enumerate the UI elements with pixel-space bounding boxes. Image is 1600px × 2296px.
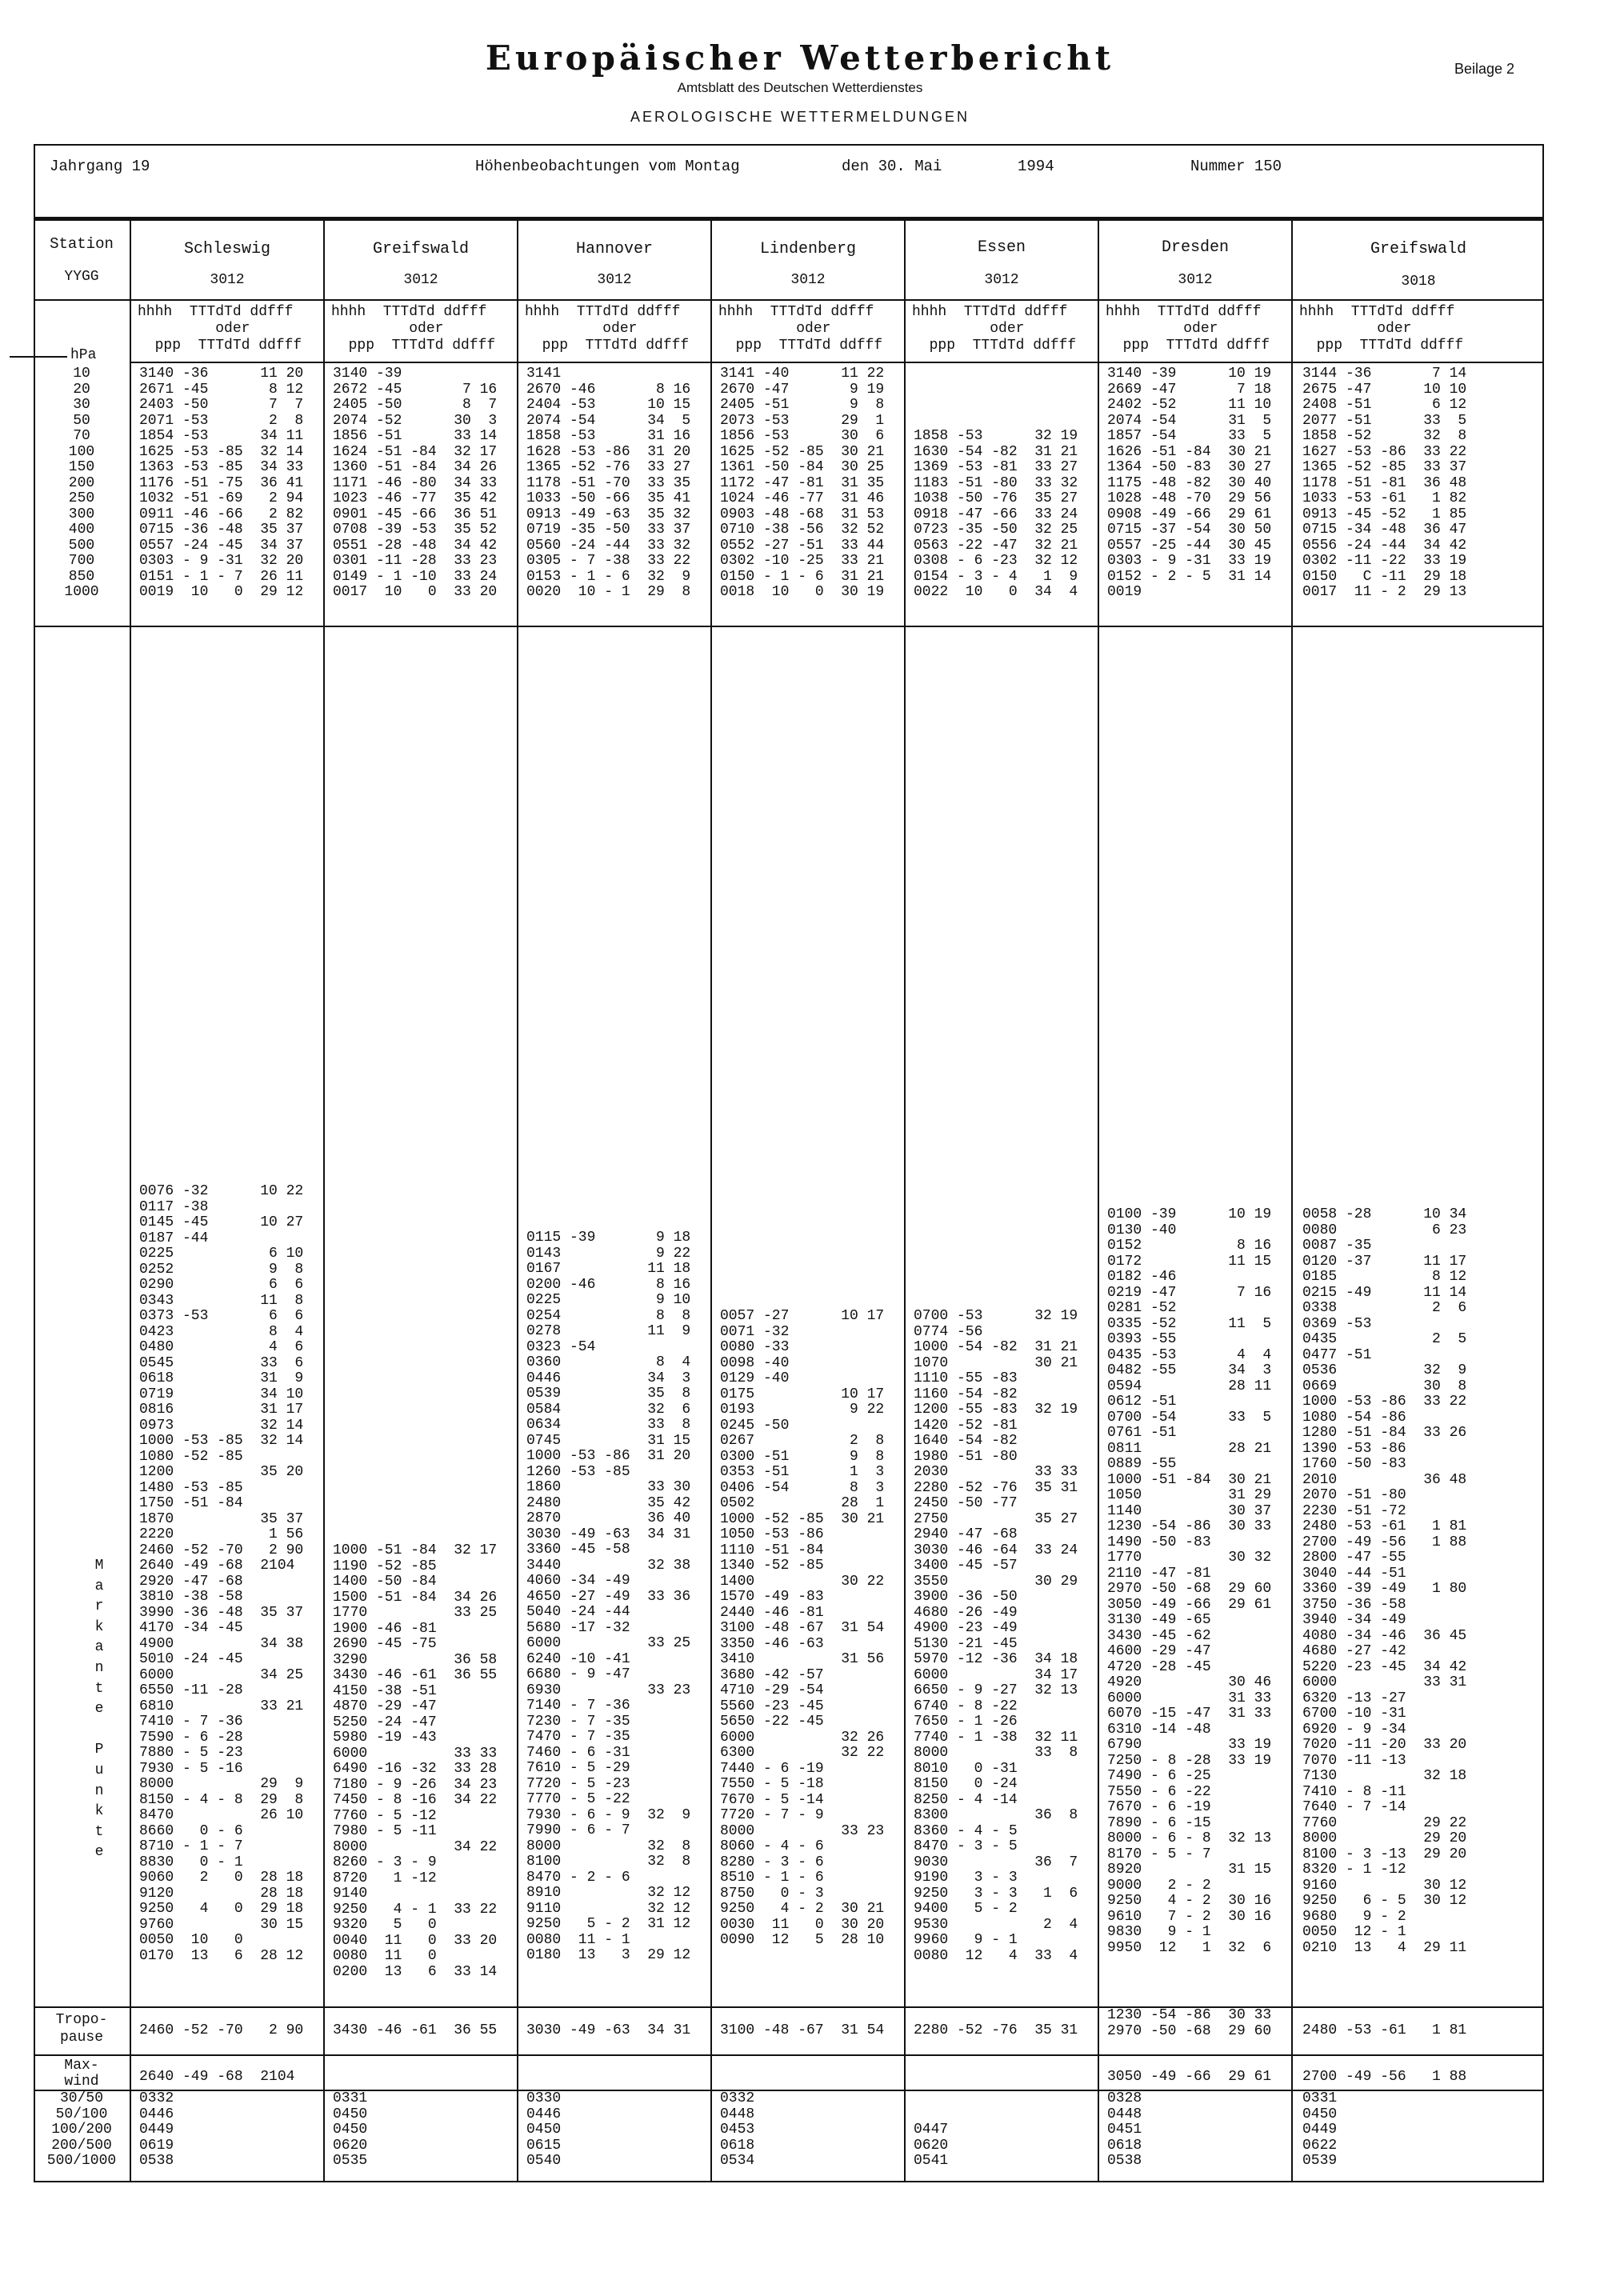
column-divider xyxy=(517,219,518,2182)
markante-letter: n xyxy=(94,1782,104,1799)
hpa-rule xyxy=(10,356,67,358)
tropopause-label: Tropo- pause xyxy=(55,2012,108,2046)
column-divider xyxy=(130,219,131,2182)
column-divider xyxy=(323,219,325,2182)
pressure-levels: 10 20 30 50 70 100 150 200 250 300 400 500 700 850 1000 xyxy=(64,366,99,600)
year-label: 1994 xyxy=(1018,158,1054,175)
markante-letter: t xyxy=(94,1823,104,1840)
markante-data: 0076 -32 10 22 0117 -38 0145 -45 10 27 0187 -44 0225 6 10 0252 9 8 0290 6 6 0343 11 8 0373 -53 6 6 0423 8 4 0480 4 6 0545 33 6 0618 31 9 0719 34 10 0816 31 17 0973 32 14 1000 -53 -85 32 14 1080 -52 -85 1200 35 20 1480 -53 -85 1750 -51 -84 1870 35 37 2220 1 56 2460 -52 -70 2 90 2640 -49 -68 2104 2920 -47 -68 3810 -38 -58 3990 -36 -48 35 37 4170 -34 -45 4900 34 38 5010 -24 -45 6000 34 25 6550 -11 -28 6810 33 21 7410 - 7 -36 7590 - 6 -28 7880 - 5 -23 7930 - 5 -16 8000 29 9 8150 - 4 - 8 29 8 8470 26 10 8660 0 - 6 8710 - 1 - 7 8830 0 - 1 9060 2 0 28 18 9120 28 18 9250 4 0 29 18 9760 30 15 0050 10 0 0170 13 6 28 12 xyxy=(139,1183,304,1964)
tropopause-data: 2460 -52 -70 2 90 xyxy=(139,2022,304,2038)
markante-data: 0058 -28 10 34 0080 6 23 0087 -35 0120 -37 11 17 0185 8 12 0215 -49 11 14 0338 2 6 0369 -53 0435 2 5 0477 -51 0536 32 9 0669 30 8 1000 -53 -86 33 22 1080 -54 -86 1280 -51 -84 33 26 1390 -53 -86 1760 -50 -83 2010 36 48 2070 -51 -80 2230 -51 -72 2480 -53 -61 1 81 2700 -49 -56 1 88 2800 -47 -55 3040 -44 -51 3360 -39 -49 1 80 3750 -36 -58 3940 -34 -49 4080 -34 -46 36 45 4680 -27 -42 5220 -23 -45 34 42 6000 33 31 6320 -13 -27 6700 -10 -31 6920 - 9 -34 7020 -11 -20 33 20 7070 -11 -13 7130 32 18 7410 - 8 -11 7640 - 7 -14 7760 29 22 8000 29 20 8100 - 3 -13 29 20 8320 - 1 -12 9160 30 12 9250 6 - 5 30 12 9680 9 - 2 0050 12 - 1 0210 13 4 29 11 xyxy=(1302,1206,1467,1956)
standard-levels-data: 3140 -39 2672 -45 7 16 2405 -50 8 7 2074 -52 30 3 1856 -51 33 14 1624 -51 -84 32 17 1360 -51 -84 34 26 1171 -46 -80 34 33 1023 -46 -77 35 42 0901 -45 -66 36 51 0708 -39 -53 35 52 0551 -28 -48 34 42 0301 -11 -28 33 23 0149 - 1 -10 33 24 0017 10 0 33 20 xyxy=(333,366,498,600)
table-rule xyxy=(34,626,1544,627)
markante-data: 0115 -39 9 18 0143 9 22 0167 11 18 0200 -46 8 16 0225 9 10 0254 8 8 0278 11 9 0323 -54 0360 8 4 0446 34 3 0539 35 8 0584 32 6 0634 33 8 0745 31 15 1000 -53 -86 31 20 1260 -53 -85 1860 33 30 2480 35 42 2870 36 40 3030 -49 -63 34 31 3360 -45 -58 3440 32 38 4060 -34 -49 4650 -27 -49 33 36 5040 -24 -44 5680 -17 -32 6000 33 25 6240 -10 -41 6680 - 9 -47 6930 33 23 7140 - 7 -36 7230 - 7 -35 7470 - 7 -35 7460 - 6 -31 7610 - 5 -29 7720 - 5 -23 7770 - 5 -22 7930 - 6 - 9 32 9 7990 - 6 - 7 8000 32 8 8100 32 8 8470 - 2 - 6 8910 32 12 9110 32 12 9250 5 - 2 31 12 0080 11 - 1 0180 13 3 29 12 xyxy=(526,1230,691,1963)
column-divider xyxy=(710,219,712,2182)
supplement-label: Beilage 2 xyxy=(1454,61,1515,77)
station-name: Greifswald xyxy=(372,240,470,258)
wind-layer-data: 0330 0446 0450 0615 0540 xyxy=(526,2090,562,2169)
standard-levels-data: 3140 -36 11 20 2671 -45 8 12 2403 -50 7 7 2071 -53 2 8 1854 -53 34 11 1625 -53 -85 32 14 1363 -53 -85 34 33 1176 -51 -75 36 41 1032 -51 -69 2 94 0911 -46 -66 2 82 0715 -36 -48 35 37 0557 -24 -45 34 37 0303 - 9 -31 32 20 0151 - 1 - 7 26 11 0019 10 0 29 12 xyxy=(139,366,304,600)
hpa-label: hPa xyxy=(70,347,97,363)
maxwind-data: 3050 -49 -66 29 61 xyxy=(1107,2069,1272,2085)
wind-layer-data: 0332 0446 0449 0619 0538 xyxy=(139,2090,174,2169)
markante-letter: r xyxy=(94,1598,104,1615)
field-header: hhhh TTTdTd ddfff oder ppp TTTdTd ddfff xyxy=(718,304,883,354)
field-header: hhhh TTTdTd ddfff oder ppp TTTdTd ddfff xyxy=(1299,304,1464,354)
column-divider xyxy=(904,219,906,2182)
markante-letter: a xyxy=(94,1639,104,1656)
table-rule xyxy=(34,2054,1544,2056)
standard-levels-data: 3141 2670 -46 8 16 2404 -53 10 15 2074 -54 34 5 1858 -53 31 16 1628 -53 -86 31 20 1365 -52 -76 33 27 1178 -51 -70 33 35 1033 -50 -66 35 41 0913 -49 -63 35 32 0719 -35 -50 33 37 0560 -24 -44 33 32 0305 - 7 -38 33 22 0153 - 1 - 6 32 9 0020 10 - 1 29 8 xyxy=(526,366,691,600)
markante-data: 0700 -53 32 19 0774 -56 1000 -54 -82 31 21 1070 30 21 1110 -55 -83 1160 -54 -82 1200 -55 -83 32 19 1420 -52 -81 1640 -54 -82 1980 -51 -80 2030 33 33 2280 -52 -76 35 31 2450 -50 -77 2750 35 27 2940 -47 -68 3030 -46 -64 33 24 3400 -45 -57 3550 30 29 3900 -36 -50 4680 -26 -49 4900 -23 -49 5130 -21 -45 5970 -12 -36 34 18 6000 34 17 6650 - 9 -27 32 13 6740 - 8 -22 7650 - 1 -26 7740 - 1 -38 32 11 8000 33 8 8010 0 -31 8150 0 -24 8250 - 4 -14 8300 36 8 8360 - 4 - 5 8470 - 3 - 5 9030 36 7 9190 3 - 3 9250 3 - 3 1 6 9400 5 - 2 9530 2 4 9960 9 - 1 0080 12 4 33 4 xyxy=(914,1308,1078,1964)
column-divider xyxy=(1098,219,1099,2182)
maxwind-label: Max- wind xyxy=(64,2058,99,2090)
wind-layer-data: 0332 0448 0453 0618 0534 xyxy=(720,2090,755,2169)
wind-layer-data: 0328 0448 0451 0618 0538 xyxy=(1107,2090,1142,2169)
wind-layer-data: 0447 0620 0541 xyxy=(914,2122,949,2169)
markante-letter: t xyxy=(94,1680,104,1697)
station-name: Lindenberg xyxy=(759,240,857,258)
markante-letter: P xyxy=(94,1742,104,1758)
table-rule xyxy=(34,299,1544,301)
station-code: 3018 xyxy=(1401,274,1436,290)
report-subtitle: Amtsblatt des Deutschen Wetterdienstes xyxy=(677,80,923,95)
markante-data: 1000 -51 -84 32 17 1190 -52 -85 1400 -50 -84 1500 -51 -84 34 26 1770 33 25 1900 -46 -81 2690 -45 -75 3290 36 58 3430 -46 -61 36 55 4150 -38 -51 4870 -29 -47 5250 -24 -47 5980 -19 -43 6000 33 33 6490 -16 -32 33 28 7180 - 9 -26 34 23 7450 - 8 -16 34 22 7760 - 5 -12 7980 - 5 -11 8000 34 22 8260 - 3 - 9 8720 1 -12 9140 9250 4 - 1 33 22 9320 5 0 0040 11 0 33 20 0080 11 0 0200 13 6 33 14 xyxy=(333,1542,498,1980)
table-rule xyxy=(130,362,1544,363)
issue-number: Nummer 150 xyxy=(1190,158,1282,175)
markante-letter: k xyxy=(94,1803,104,1820)
standard-levels-data: 3141 -40 11 22 2670 -47 9 19 2405 -51 9 8 2073 -53 29 1 1856 -53 30 6 1625 -52 -85 30 21 1361 -50 -84 30 25 1172 -47 -81 31 35 1024 -46 -77 31 46 0903 -48 -68 31 53 0710 -38 -56 32 52 0552 -27 -51 33 44 0302 -10 -25 33 21 0150 - 1 - 6 31 21 0018 10 0 30 19 xyxy=(720,366,885,600)
markante-letter: n xyxy=(94,1659,104,1676)
standard-levels-data: 3144 -36 7 14 2675 -47 10 10 2408 -51 6 12 2077 -51 33 5 1858 -52 32 8 1627 -53 -86 33 22 1365 -52 -85 33 37 1178 -51 -81 36 48 1033 -53 -61 1 82 0913 -45 -52 1 85 0715 -34 -48 36 47 0556 -24 -44 34 42 0302 -11 -22 33 19 0150 C -11 29 18 0017 11 - 2 29 13 xyxy=(1302,366,1467,600)
station-name: Schleswig xyxy=(183,240,271,258)
tropopause-data: 3100 -48 -67 31 54 xyxy=(720,2022,885,2038)
markante-letter: k xyxy=(94,1618,104,1635)
volume-label: Jahrgang 19 xyxy=(50,158,150,175)
station-code: 3012 xyxy=(210,272,245,288)
markante-data: 0057 -27 10 17 0071 -32 0080 -33 0098 -40 0129 -40 0175 10 17 0193 9 22 0245 -50 0267 2 8 0300 -51 9 8 0353 -51 1 3 0406 -54 8 3 0502 28 1 1000 -52 -85 30 21 1050 -53 -86 1110 -51 -84 1340 -52 -85 1400 30 22 1570 -49 -83 2440 -46 -81 3100 -48 -67 31 54 3350 -46 -63 3410 31 56 3680 -42 -57 4710 -29 -54 5560 -23 -45 5650 -22 -45 6000 32 26 6300 32 22 7440 - 6 -19 7550 - 5 -18 7670 - 5 -14 7720 - 7 - 9 8000 33 23 8060 - 4 - 6 8280 - 3 - 6 8510 - 1 - 6 8750 0 - 3 9250 4 - 2 30 21 0030 11 0 30 20 0090 12 5 28 10 xyxy=(720,1308,885,1948)
field-header: hhhh TTTdTd ddfff oder ppp TTTdTd ddfff xyxy=(525,304,690,354)
standard-levels-data: 3140 -39 10 19 2669 -47 7 18 2402 -52 11 10 2074 -54 31 5 1857 -54 33 5 1626 -51 -84 30 21 1364 -50 -83 30 27 1175 -48 -82 30 40 1028 -48 -70 29 56 0908 -49 -66 29 61 0715 -37 -54 30 50 0557 -25 -44 30 45 0303 - 9 -31 33 19 0152 - 2 - 5 31 14 0019 xyxy=(1107,366,1272,600)
station-name: Hannover xyxy=(575,240,653,258)
station-name: Greifswald xyxy=(1370,240,1467,258)
section-title: AEROLOGISCHE WETTERMELDUNGEN xyxy=(630,109,970,125)
station-name: Dresden xyxy=(1161,238,1229,257)
report-title: Europäischer Wetterbericht xyxy=(485,38,1115,78)
date-label: den 30. Mai xyxy=(842,158,942,175)
observation-label: Höhenbeobachtungen vom Montag xyxy=(475,158,740,175)
markante-letter: M xyxy=(94,1558,104,1574)
wind-layer-labels: 30/50 50/100 100/200 200/500 500/1000 xyxy=(46,2090,117,2169)
markante-punkte-label xyxy=(83,1556,115,1863)
tropopause-data: 1230 -54 -86 30 33 2970 -50 -68 29 60 xyxy=(1107,2007,1272,2039)
tropopause-data: 2280 -52 -76 35 31 xyxy=(914,2022,1078,2038)
tropopause-data: 2480 -53 -61 1 81 xyxy=(1302,2022,1467,2038)
field-header: hhhh TTTdTd ddfff oder ppp TTTdTd ddfff xyxy=(138,304,302,354)
station-code: 3012 xyxy=(597,272,632,288)
markante-letter: a xyxy=(94,1578,104,1594)
table-rule xyxy=(34,2006,1544,2008)
markante-letter: e xyxy=(94,1701,104,1718)
maxwind-data: 2640 -49 -68 2104 xyxy=(139,2069,295,2085)
field-header: hhhh TTTdTd ddfff oder ppp TTTdTd ddfff xyxy=(1106,304,1270,354)
standard-levels-data: 1858 -53 32 19 1630 -54 -82 31 21 1369 -53 -81 33 27 1183 -51 -80 33 32 1038 -50 -76 35 27 0918 -47 -66 33 24 0723 -35 -50 32 25 0563 -22 -47 32 21 0308 - 6 -23 32 12 0154 - 3 - 4 1 9 0022 10 0 34 4 xyxy=(914,428,1078,600)
wind-layer-data: 0331 0450 0449 0622 0539 xyxy=(1302,2090,1338,2169)
field-header: hhhh TTTdTd ddfff oder ppp TTTdTd ddfff xyxy=(331,304,496,354)
field-header: hhhh TTTdTd ddfff oder ppp TTTdTd ddfff xyxy=(912,304,1077,354)
yygg-label: YYGG xyxy=(64,269,99,285)
tropopause-data: 3030 -49 -63 34 31 xyxy=(526,2022,691,2038)
station-code: 3012 xyxy=(403,272,438,288)
wind-layer-data: 0331 0450 0450 0620 0535 xyxy=(333,2090,368,2169)
station-label: Station xyxy=(50,235,114,253)
markante-letter xyxy=(83,1720,115,1741)
station-code: 3012 xyxy=(984,272,1019,288)
markante-data: 0100 -39 10 19 0130 -40 0152 8 16 0172 11 15 0182 -46 0219 -47 7 16 0281 -52 0335 -52 11 5 0393 -55 0435 -53 4 4 0482 -55 34 3 0594 28 11 0612 -51 0700 -54 33 5 0761 -51 0811 28 21 0889 -55 1000 -51 -84 30 21 1050 31 29 1140 30 37 1230 -54 -86 30 33 1490 -50 -83 1770 30 32 2110 -47 -81 2970 -50 -68 29 60 3050 -49 -66 29 61 3130 -49 -65 3430 -45 -62 4600 -29 -47 4720 -28 -45 4920 30 46 6000 31 33 6070 -15 -47 31 33 6310 -14 -48 6790 33 19 7250 - 8 -28 33 19 7490 - 6 -25 7550 - 6 -22 7670 - 6 -19 7890 - 6 -15 8000 - 6 - 8 32 13 8170 - 5 - 7 8920 31 15 9000 2 - 2 9250 4 - 2 30 16 9610 7 - 2 30 16 9830 9 - 1 9950 12 1 32 6 xyxy=(1107,1206,1272,1956)
maxwind-data: 2700 -49 -56 1 88 xyxy=(1302,2069,1467,2085)
issue-header-box xyxy=(34,144,1544,219)
station-code: 3012 xyxy=(1178,272,1213,288)
station-code: 3012 xyxy=(790,272,826,288)
markante-letter: e xyxy=(94,1844,104,1861)
station-name: Essen xyxy=(977,238,1026,257)
tropopause-data: 3430 -46 -61 36 55 xyxy=(333,2022,498,2038)
markante-letter: u xyxy=(94,1762,104,1778)
column-divider xyxy=(1291,219,1293,2182)
